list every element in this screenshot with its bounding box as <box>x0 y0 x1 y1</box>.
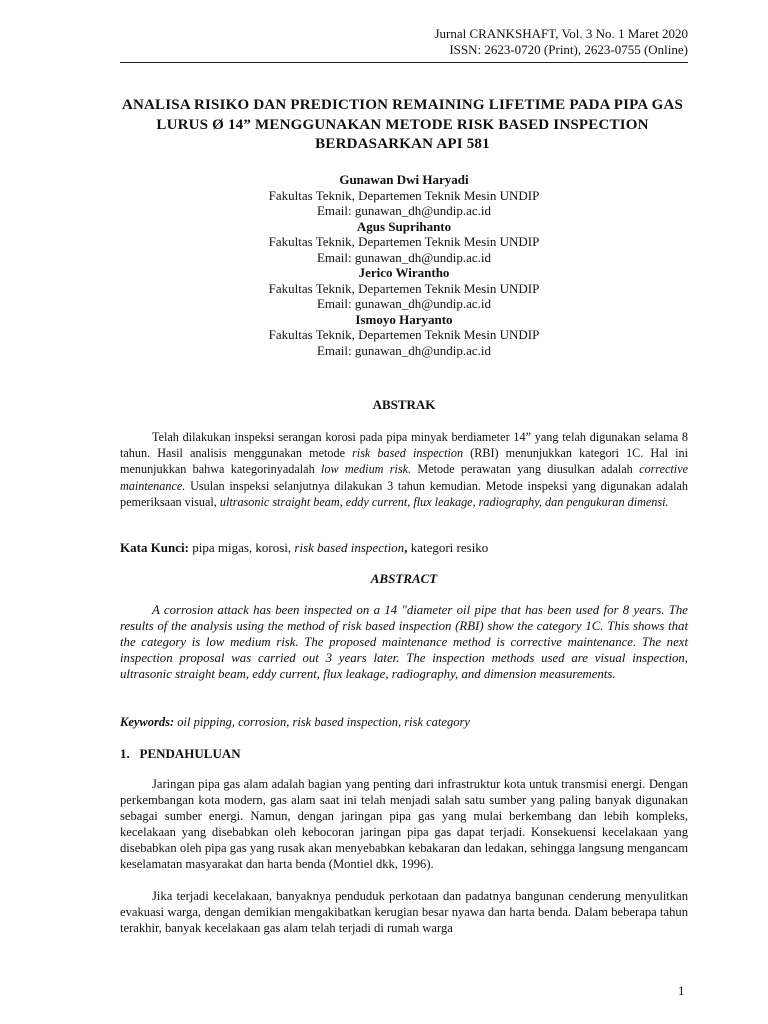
author-email: Email: gunawan_dh@undip.ac.id <box>316 249 492 265</box>
keywords-text: oil pipping, corrosion, risk based inspection, risk category <box>174 715 470 729</box>
author-affiliation: Fakultas Teknik, Departemen Teknik Mesin UNDIP <box>268 327 540 342</box>
abstrak-italic: low medium risk. <box>320 462 412 477</box>
author-name: Agus Suprihanto <box>356 218 452 234</box>
abstract-body: A corrosion attack has been inspected on a 14 "diameter oil pipe that has been used for 8 years. The results of the analysis using the method of risk based inspection (RBI) show the category 1C. This shows that the category is low medium risk. The proposed maintenance method is corrective maintenance. The next inspection proposal was carried out 3 years later. The inspection methods used are visual inspection, ultrasonic straight beam, eddy current, flux leakage, radiography, and dimension measurements. <box>120 603 688 681</box>
author-name: Jerico Wirantho <box>358 265 450 280</box>
abstrak-italic: risk based inspection <box>352 446 464 461</box>
keywords-label: Keywords: <box>120 715 175 729</box>
paper-title: ANALISA RISIKO DAN PREDICTION REMAINING LIFETIME PADA PIPA GAS LURUS Ø 14” MENGGUNAKAN METODE RISK BASED INSPECTION BERDASARKAN API 581 <box>121 97 684 152</box>
abstrak-body <box>120 429 688 510</box>
author-affiliation: Fakultas Teknik, Departemen Teknik Mesin UNDIP <box>268 234 540 249</box>
section-heading: 1. PENDAHULUAN <box>120 746 241 761</box>
kata-kunci-comma: , <box>404 540 408 555</box>
keywords <box>120 714 688 730</box>
author-name: Gunawan Dwi Haryadi <box>339 172 469 187</box>
journal-issn: ISSN: 2623-0720 (Print), 2623-0755 (Online) <box>449 42 688 57</box>
abstrak-text: Telah dilakukan inspeksi serangan korosi pada pipa minyak berdiameter 14” yang telah digunakan selama 8 tahun. Hasil analisis menggunakan metode <box>120 430 688 461</box>
abstrak-italic: ultrasonic straight beam, eddy current, flux leakage, radiography, dan pengukuran dimensi. <box>219 494 669 509</box>
intro-paragraph-1: Jaringan pipa gas alam adalah bagian yang penting dari infrastruktur kota untuk transmisi energi. Dengan perkembangan kota modern, gas alam saat ini telah menjadi salah satu sumber yang paling banyak digunakan sebagai sumber energi. Namun, dengan jaringan pipa gas yang mulai berkembang dan lebih kompleks, kecelakaan yang disebabkan oleh kebocoran jaringan pipa gas dapat terjadi. Konsekuensi kecelakaan yang disebabkan oleh pipa gas yang rusak akan menyebabkan kebakaran dan ledakan, sehingga langsung mengancam keselamatan masyarakat dan harta benda (Montiel dkk, 1996). <box>120 777 688 871</box>
author-affiliation: Fakultas Teknik, Departemen Teknik Mesin UNDIP <box>268 280 540 296</box>
journal-header <box>434 26 688 58</box>
author-block <box>120 172 688 358</box>
author-email: Email: gunawan_dh@undip.ac.id <box>316 203 492 218</box>
kata-kunci-text: kategori resiko <box>407 540 489 555</box>
kata-kunci <box>120 540 688 556</box>
kata-kunci-label: Kata Kunci: <box>120 540 189 555</box>
author-email: Email: gunawan_dh@undip.ac.id <box>316 296 492 311</box>
abstrak-text: (RBI) menunjukkan kategori 1C. Hal ini menunjukkan bahwa kategorinyadalah <box>120 446 688 477</box>
kata-kunci-italic: risk based inspection <box>294 540 405 555</box>
author-email: Email: gunawan_dh@undip.ac.id <box>316 342 492 358</box>
journal-name: Jurnal CRANKSHAFT, Vol. 3 No. 1 Maret 2020 <box>434 26 688 41</box>
abstract-heading: ABSTRACT <box>370 571 438 586</box>
abstrak-heading: ABSTRAK <box>372 397 436 412</box>
header-divider <box>120 62 688 63</box>
page-number: 1 <box>678 983 685 998</box>
abstrak-text: Usulan inspeksi selanjutnya dilakukan 3 tahun kemudian. Metode inspeksi yang digunakan adalah pemeriksaan visual, <box>120 478 688 509</box>
author-affiliation: Fakultas Teknik, Departemen Teknik Mesin UNDIP <box>268 187 540 203</box>
abstrak-italic: corrective maintenance. <box>120 462 689 493</box>
author-name: Ismoyo Haryanto <box>355 311 453 327</box>
kata-kunci-text: pipa migas, korosi, <box>188 540 295 555</box>
abstrak-text: Metode perawatan yang diusulkan adalah <box>411 462 640 477</box>
intro-paragraph-2: Jika terjadi kecelakaan, banyaknya penduduk perkotaan dan padatnya bangunan cenderung menyulitkan evakuasi warga, dengan demikian mengakibatkan kerugian besar nyawa dan harta benda. Dalam beberapa tahun terakhir, banyak kecelakaan gas alam telah terjadi di rumah warga <box>120 889 688 935</box>
